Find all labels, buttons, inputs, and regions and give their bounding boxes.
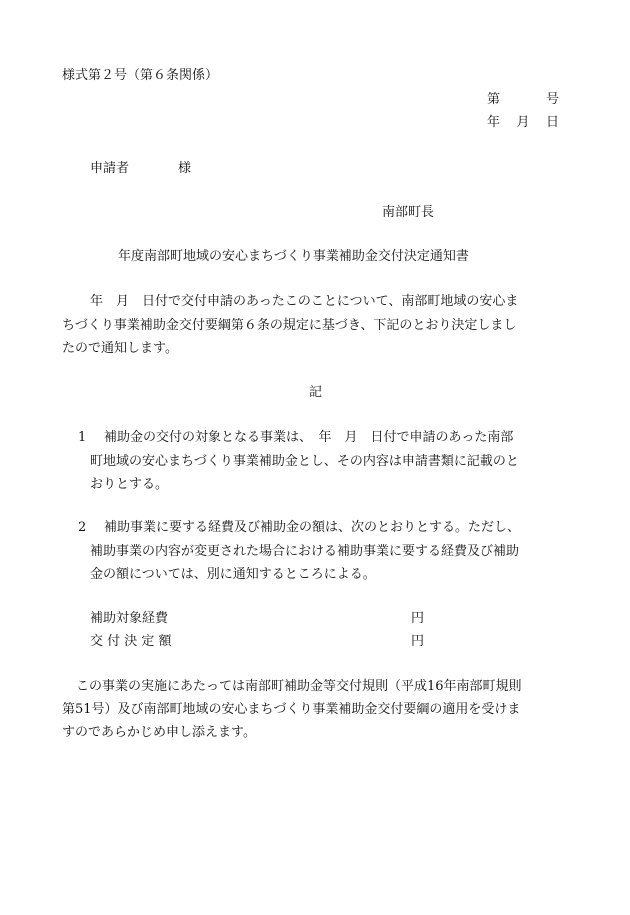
form-number-label: 様式第２号（第６条関係） [62, 68, 219, 83]
addressee-label: 申請者 [90, 161, 130, 176]
ki-heading: 記 [309, 385, 323, 400]
reference-number-prefix: 第 [487, 92, 501, 107]
item-2-line-3: 金の額については、別に通知するところによる。 [90, 567, 376, 582]
item-1-line-3: おりとする。 [90, 477, 169, 492]
amount-grant-decision-unit: 円 [411, 634, 425, 649]
issue-date-month: 月 [516, 115, 530, 130]
amount-grant-decision-label: 交 付 決 定 額 [90, 634, 172, 649]
item-1-number: 1 [78, 430, 87, 445]
issue-date-year: 年 [487, 115, 501, 130]
closing-text-line-1: この事業の実施にあたっては南部町補助金等交付規則（平成16年南部町規則 [76, 679, 522, 694]
item-2-number: 2 [78, 520, 87, 535]
closing-text-line-3: すのであらかじめ申し添えます。 [62, 725, 256, 740]
intro-text-line-2: ちづくり事業補助金交付要綱第６条の規定に基づき、下記のとおり決定しまし [62, 318, 517, 333]
reference-number-suffix: 号 [545, 92, 559, 107]
closing-text-line-2: 第51号）及び南部町地域の安心まちづくり事業補助金交付要綱の適用を受けま [62, 702, 521, 717]
item-2-line-1: 補助事業に要する経費及び補助金の額は、次のとおりとする。ただし、 [104, 520, 521, 535]
intro-text-line-3: たので通知します。 [62, 341, 178, 356]
amount-eligible-cost-label: 補助対象経費 [90, 611, 169, 626]
document-title: 年度南部町地域の安心まちづくり事業補助金交付決定通知書 [118, 249, 469, 264]
issuer-title: 南部町長 [382, 205, 435, 220]
addressee-honorific: 様 [178, 161, 192, 176]
item-1-line-2: 町地域の安心まちづくり事業補助金とし、その内容は申請書類に記載のと [90, 454, 519, 469]
issue-date-day: 日 [545, 115, 559, 130]
intro-text-line-1: 年 月 日付で交付申請のあったこのことについて、南部町地域の安心ま [90, 294, 519, 309]
amount-eligible-cost-unit: 円 [411, 611, 425, 626]
item-1-line-1: 補助金の交付の対象となる事業は、 年 月 日付で申請のあった南部 [104, 430, 514, 445]
reference-number [487, 88, 559, 112]
issue-date [487, 111, 559, 135]
item-2-line-2: 補助事業の内容が変更された場合における補助事業に要する経費及び補助 [90, 544, 520, 559]
